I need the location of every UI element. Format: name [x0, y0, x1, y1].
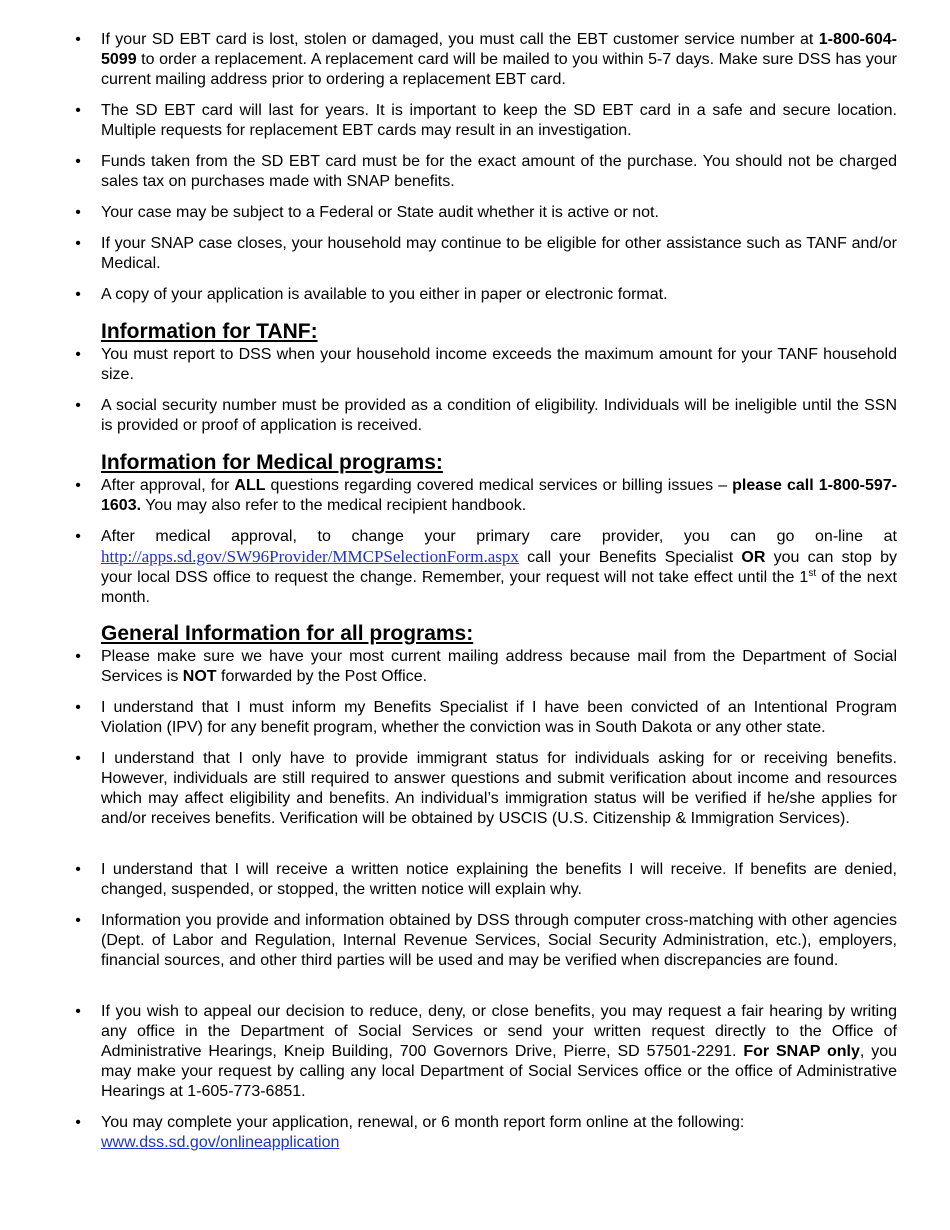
text-segment: After approval, for	[101, 477, 235, 494]
text-segment: You may also refer to the medical recipient handbook.	[141, 497, 527, 514]
bullet-icon: •	[75, 235, 81, 252]
bullet-icon: •	[75, 648, 81, 665]
audit-text: Your case may be subject to a Federal or State audit whether it is active or not.	[101, 204, 659, 221]
bullet-icon: •	[75, 750, 81, 767]
text-segment: You may complete your application, renewal, or 6 month report form online at the following:	[101, 1114, 745, 1131]
list-item	[0, 101, 950, 141]
lost-card-text	[101, 30, 897, 90]
general-heading: General Information for all programs:	[101, 622, 474, 645]
mailing-address-text	[101, 647, 897, 687]
immigrant-status-text: I understand that I only have to provide immigrant status for individuals asking for or receiving benefits. However, individuals are still required to answer questions and submit verification about income and resources which may affect eligibility and benefits. An individual’s immigration status will be verified if he/she applies for and/or receives benefits. Verification will be obtained by USCIS (U.S. Citizenship & Immigration Services).	[101, 750, 897, 827]
emphasis-snap-only: For SNAP only	[743, 1043, 860, 1060]
medical-phone-number: please call 1-800-597-1603.	[101, 477, 897, 514]
emphasis-all: ALL	[234, 477, 266, 494]
list-item	[0, 476, 950, 516]
ebt-phone-number: 1-800-604-5099	[101, 31, 897, 68]
text-segment: If your SD EBT card is lost, stolen or damaged, you must call the EBT customer service number at	[101, 31, 819, 48]
bullet-icon: •	[75, 153, 81, 170]
list-item	[0, 1002, 950, 1102]
emphasis-or: OR	[741, 549, 766, 566]
text-segment: call your Benefits Specialist	[518, 549, 742, 566]
text-segment: questions regarding covered medical services or billing issues –	[265, 477, 733, 494]
text-segment: you can stop by your local DSS office to request the change. Remember, your request will not take effect until the 1	[101, 549, 898, 586]
list-item	[0, 911, 950, 991]
online-application-link[interactable]: www.dss.sd.gov/onlineapplication	[101, 1134, 340, 1151]
list-item	[0, 396, 950, 436]
copy-text: A copy of your application is available to you either in paper or electronic format.	[101, 286, 668, 303]
list-item	[0, 1113, 950, 1153]
snap-info-list	[0, 30, 950, 305]
list-item	[0, 647, 950, 687]
text-segment: After medical approval, to change your primary care provider, you can go on-line at	[101, 528, 897, 545]
medical-info-list	[0, 476, 950, 607]
text-segment: , you may make your request by calling any local Department of Social Services office or the office of Administrative Hearings at 1-605-773-6851.	[101, 1043, 898, 1100]
case-closes-text: If your SNAP case closes, your household may continue to be eligible for other assistance such as TANF and/or Medical.	[101, 235, 897, 272]
text-segment: If you wish to appeal our decision to reduce, deny, or close benefits, you may request a fair hearing by writing any office in the Department of Social Services or send your written request directly to the Office of Administrative Hearings, Kneip Building, 700 Governors Drive, Pierre, SD 57501-2291.	[101, 1003, 897, 1060]
text-segment: of the next month.	[101, 569, 897, 606]
bullet-icon: •	[75, 1003, 81, 1020]
bullet-icon: •	[75, 912, 81, 929]
tanf-ssn-text: A social security number must be provided as a condition of eligibility. Individuals will be ineligible until the SSN is provided or proof of application is received.	[101, 397, 897, 434]
medical-heading: Information for Medical programs:	[101, 451, 443, 474]
list-item	[0, 527, 950, 607]
tanf-info-list	[0, 345, 950, 436]
list-item	[0, 749, 950, 849]
bullet-icon: •	[75, 286, 81, 303]
bullet-icon: •	[75, 477, 81, 494]
bullet-icon: •	[75, 699, 81, 716]
bullet-icon: •	[75, 1114, 81, 1131]
text-segment: forwarded by the Post Office.	[216, 668, 428, 685]
list-item	[0, 203, 950, 223]
tanf-heading: Information for TANF:	[101, 320, 318, 343]
list-item	[0, 698, 950, 738]
tanf-report-text: You must report to DSS when your household income exceeds the maximum amount for your TANF household size.	[101, 346, 897, 383]
bullet-icon: •	[75, 204, 81, 221]
text-segment: Please make sure we have your most current mailing address because mail from the Department of Social Services is	[101, 648, 897, 685]
card-last-text: The SD EBT card will last for years. It is important to keep the SD EBT card in a safe and secure location. Multiple requests for replacement EBT cards may result in an investigation.	[101, 102, 897, 139]
bullet-icon: •	[75, 346, 81, 363]
emphasis-not: NOT	[182, 668, 217, 685]
bullet-icon: •	[75, 528, 81, 545]
list-item	[0, 860, 950, 900]
bullet-icon: •	[75, 397, 81, 414]
medical-approval-text	[101, 476, 897, 516]
general-info-list	[0, 647, 950, 1153]
cross-matching-text: Information you provide and information obtained by DSS through computer cross-matching with other agencies (Dept. of Labor and Regulation, Internal Revenue Services, Social Security Administration, etc.), employers, financial sources, and other third parties will be used and may be verified when discrepancies are found.	[101, 912, 897, 969]
list-item	[0, 30, 950, 90]
provider-selection-link[interactable]: http://apps.sd.gov/SW96Provider/MMCPSelectionForm.aspx	[101, 547, 519, 566]
bullet-icon: •	[75, 31, 81, 48]
online-application-text	[101, 1113, 897, 1153]
list-item	[0, 152, 950, 192]
provider-change-text	[101, 527, 897, 608]
bullet-icon: •	[75, 861, 81, 878]
written-notice-text: I understand that I will receive a written notice explaining the benefits I will receive. If benefits are denied, changed, suspended, or stopped, the written notice will explain why.	[101, 861, 897, 898]
bullet-icon: •	[75, 102, 81, 119]
list-item	[0, 234, 950, 274]
list-item	[0, 345, 950, 385]
appeal-text	[101, 1002, 897, 1102]
funds-text: Funds taken from the SD EBT card must be for the exact amount of the purchase. You should not be charged sales tax on purchases made with SNAP benefits.	[101, 153, 897, 190]
ipv-text: I understand that I must inform my Benefits Specialist if I have been convicted of an Intentional Program Violation (IPV) for any benefit program, whether the conviction was in South Dakota or any other state.	[101, 699, 897, 736]
list-item	[0, 285, 950, 305]
text-segment: to order a replacement. A replacement card will be mailed to you within 5-7 days. Make sure DSS has your current mailing address prior to ordering a replacement EBT card.	[101, 51, 897, 88]
ordinal-suffix: st	[808, 568, 817, 579]
